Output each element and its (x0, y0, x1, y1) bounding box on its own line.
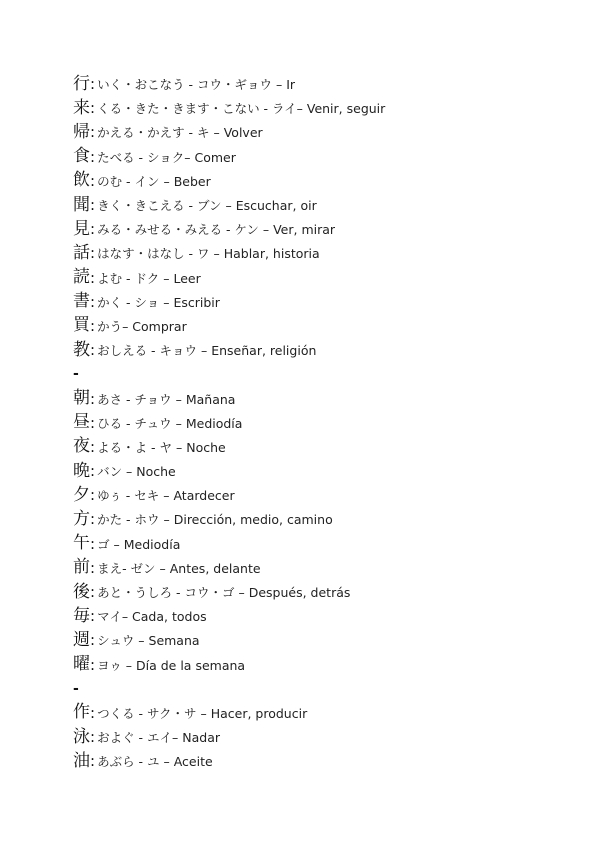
kanji-readings-meaning: かえる・かえす - キ – Volver (97, 125, 263, 141)
kanji-entry (73, 507, 573, 531)
kanji-character: 聞 (73, 194, 90, 215)
kanji-readings-meaning: あさ - チョウ – Mañana (97, 391, 236, 407)
kanji-character: 前 (73, 557, 90, 578)
kanji-character: 晩 (73, 460, 90, 481)
kanji-separator: : (90, 534, 96, 553)
kanji-separator: : (90, 607, 96, 626)
kanji-separator: : (90, 462, 96, 481)
kanji-entry (73, 459, 573, 483)
kanji-readings-meaning: まえ- ゼン – Antes, delante (97, 560, 261, 576)
kanji-readings-meaning: はなす・はなし - ワ – Hablar, historia (97, 246, 320, 262)
kanji-character: 毎 (73, 605, 90, 626)
kanji-separator: : (90, 341, 96, 360)
kanji-readings-meaning: ヨゥ – Día de la semana (97, 657, 246, 673)
kanji-separator: : (90, 123, 96, 142)
section-divider: - (73, 366, 79, 383)
kanji-entry (73, 604, 573, 628)
kanji-entry (73, 145, 573, 169)
kanji-readings-meaning: きく・きこえる - ブン – Escuchar, oir (97, 198, 317, 214)
kanji-entry (73, 749, 573, 773)
kanji-separator: : (90, 703, 96, 722)
kanji-entry (73, 193, 573, 217)
kanji-character: 食 (73, 146, 90, 167)
kanji-entry (73, 556, 573, 580)
kanji-entry (73, 120, 573, 144)
kanji-readings-meaning: いく・おこなう - コウ・ギョウ – Ir (97, 77, 296, 93)
kanji-character: 朝 (73, 388, 90, 409)
kanji-character: 買 (73, 315, 90, 336)
kanji-separator: : (90, 196, 96, 215)
kanji-separator: : (90, 752, 96, 771)
kanji-entry (73, 217, 573, 241)
kanji-character: 油 (73, 750, 90, 771)
kanji-entry (73, 290, 573, 314)
kanji-separator: : (90, 728, 96, 747)
kanji-readings-meaning: あぶら - ユ – Aceite (97, 754, 213, 770)
kanji-readings-meaning: かく - ショ – Escribir (97, 294, 220, 310)
kanji-character: 後 (73, 581, 90, 602)
kanji-separator: : (90, 558, 96, 577)
kanji-entry (73, 386, 573, 410)
section-divider: - (73, 680, 79, 697)
kanji-separator: : (90, 316, 96, 335)
kanji-readings-meaning: ゆぅ - セキ – Atardecer (97, 488, 235, 504)
kanji-readings-meaning: かう– Comprar (97, 318, 187, 334)
kanji-readings-meaning: たべる - ショク– Comer (97, 149, 236, 165)
kanji-entry (73, 241, 573, 265)
kanji-separator: : (90, 292, 96, 311)
kanji-separator: : (90, 171, 96, 190)
kanji-separator: : (90, 389, 96, 408)
kanji-character: 昼 (73, 412, 90, 433)
kanji-character: 曜 (73, 654, 90, 675)
kanji-entry (73, 338, 573, 362)
kanji-readings-meaning: シュウ – Semana (97, 633, 200, 649)
kanji-character: 週 (73, 629, 90, 650)
kanji-separator: : (90, 147, 96, 166)
kanji-readings-meaning: およぐ - エイ– Nadar (97, 730, 220, 746)
kanji-entry (73, 96, 573, 120)
kanji-entry (73, 314, 573, 338)
kanji-readings-meaning: ひる - チュウ – Mediodía (97, 415, 243, 431)
kanji-character: 作 (73, 702, 90, 723)
kanji-readings-meaning: のむ - イン – Beber (97, 173, 211, 189)
kanji-character: 帰 (73, 121, 90, 142)
kanji-separator: : (90, 510, 96, 529)
kanji-separator: : (90, 655, 96, 674)
kanji-entry (73, 725, 573, 749)
kanji-entry (73, 483, 573, 507)
kanji-entry (73, 532, 573, 556)
kanji-character: 夜 (73, 436, 90, 457)
document-page (73, 72, 573, 773)
kanji-entry (73, 169, 573, 193)
kanji-readings-meaning: おしえる - キョウ – Enseñar, religión (97, 343, 317, 359)
kanji-character: 読 (73, 267, 90, 288)
kanji-separator: : (90, 220, 96, 239)
kanji-separator: : (90, 244, 96, 263)
kanji-entry (73, 411, 573, 435)
kanji-character: 方 (73, 508, 90, 529)
kanji-character: 午 (73, 533, 90, 554)
kanji-readings-meaning: つくる - サク・サ – Hacer, producir (97, 705, 308, 721)
kanji-entry (73, 435, 573, 459)
kanji-character: 見 (73, 218, 90, 239)
kanji-readings-meaning: よる・よ - ヤ – Noche (97, 439, 226, 455)
kanji-separator: : (90, 99, 96, 118)
kanji-separator: : (90, 437, 96, 456)
kanji-readings-meaning: ゴ – Mediodía (97, 536, 181, 552)
kanji-separator: : (90, 486, 96, 505)
kanji-separator: : (90, 583, 96, 602)
kanji-readings-meaning: よむ - ドク – Leer (97, 270, 201, 286)
kanji-readings-meaning: マイ– Cada, todos (97, 609, 207, 625)
kanji-separator: : (90, 75, 96, 94)
kanji-character: 来 (73, 97, 90, 118)
kanji-readings-meaning: かた - ホウ – Dirección, medio, camino (97, 512, 333, 528)
kanji-entry (73, 266, 573, 290)
kanji-character: 飲 (73, 170, 90, 191)
kanji-separator: : (90, 413, 96, 432)
kanji-character: 教 (73, 339, 90, 360)
kanji-entry (73, 580, 573, 604)
kanji-readings-meaning: バン – Noche (97, 464, 176, 480)
kanji-readings-meaning: あと・うしろ - コウ・ゴ – Después, detrás (97, 585, 351, 601)
kanji-entry (73, 701, 573, 725)
kanji-entry (73, 653, 573, 677)
kanji-character: 書 (73, 291, 90, 312)
kanji-readings-meaning: くる・きた・きます・こない - ライ– Venir, seguir (97, 101, 386, 117)
kanji-separator: : (90, 268, 96, 287)
kanji-character: 行 (73, 73, 90, 94)
kanji-entry (73, 628, 573, 652)
kanji-character: 泳 (73, 726, 90, 747)
kanji-character: 夕 (73, 484, 90, 505)
kanji-separator: : (90, 631, 96, 650)
kanji-readings-meaning: みる・みせる・みえる - ケン – Ver, mirar (97, 222, 336, 238)
kanji-character: 話 (73, 242, 90, 263)
kanji-entry (73, 72, 573, 96)
